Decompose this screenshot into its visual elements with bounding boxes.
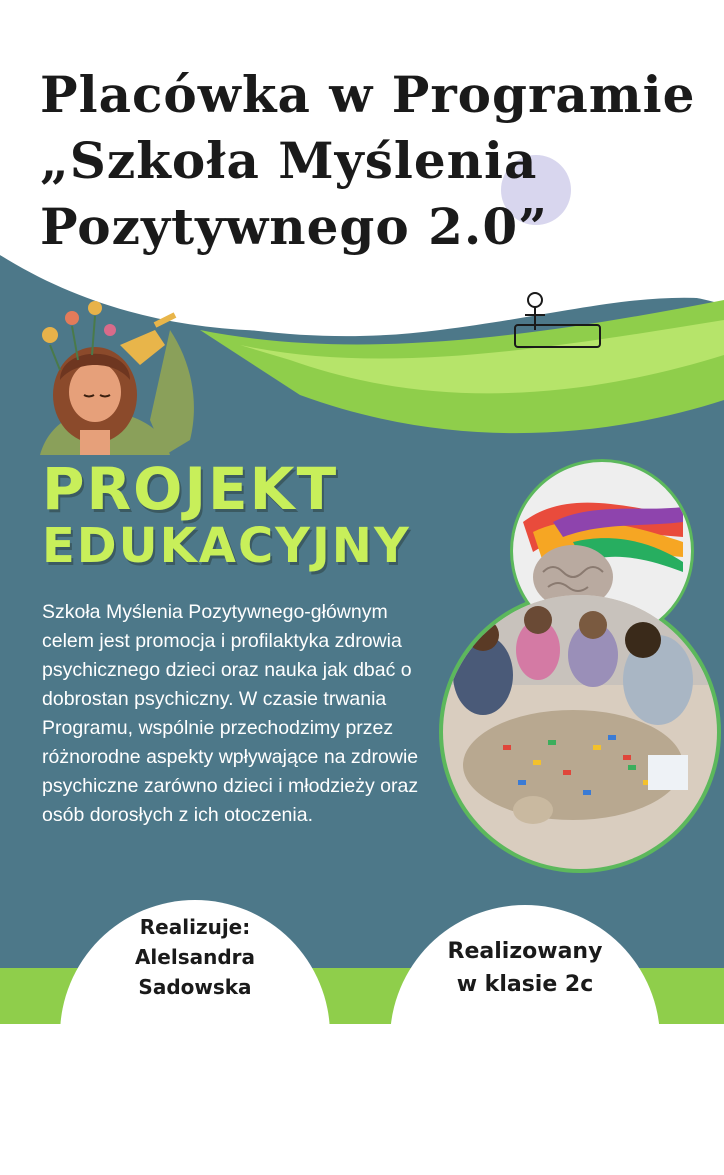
title-line-2: „Szkoła Myślenia: [40, 131, 538, 190]
class-line-2: w klasie 2c: [456, 972, 594, 997]
author-bubble: [60, 900, 330, 1170]
class-line-1: Realizowany: [447, 939, 603, 964]
project-description: Szkoła Myślenia Pozytywnego-głównym celem jest promocja i profilaktyka zdrowia psychicznego dzieci oraz nauka jak dbać o dobrostan psychiczny. W czasie trwania Programu, wspólnie przechodzimy przez różnorodne aspekty wpływające na zdrowie psychiczne zarówno dzieci i młodzieży oraz osób dorosłych z ich otoczenia.: [42, 601, 419, 826]
heading-edukacyjny: EDUKACYJNY: [42, 518, 411, 574]
author-label: Realizuje:: [139, 915, 251, 939]
class-bubble: [390, 905, 660, 1175]
children-playing-photo: [443, 595, 717, 869]
author-first-name: Alelsandra: [134, 945, 256, 969]
title-line-3: Pozytywnego 2.0”: [40, 197, 548, 256]
author-last-name: Sadowska: [138, 975, 252, 999]
page-title: [40, 62, 720, 260]
title-line-1: Placówka w Programie: [40, 65, 696, 124]
heading-projekt: PROJEKT: [42, 455, 339, 523]
